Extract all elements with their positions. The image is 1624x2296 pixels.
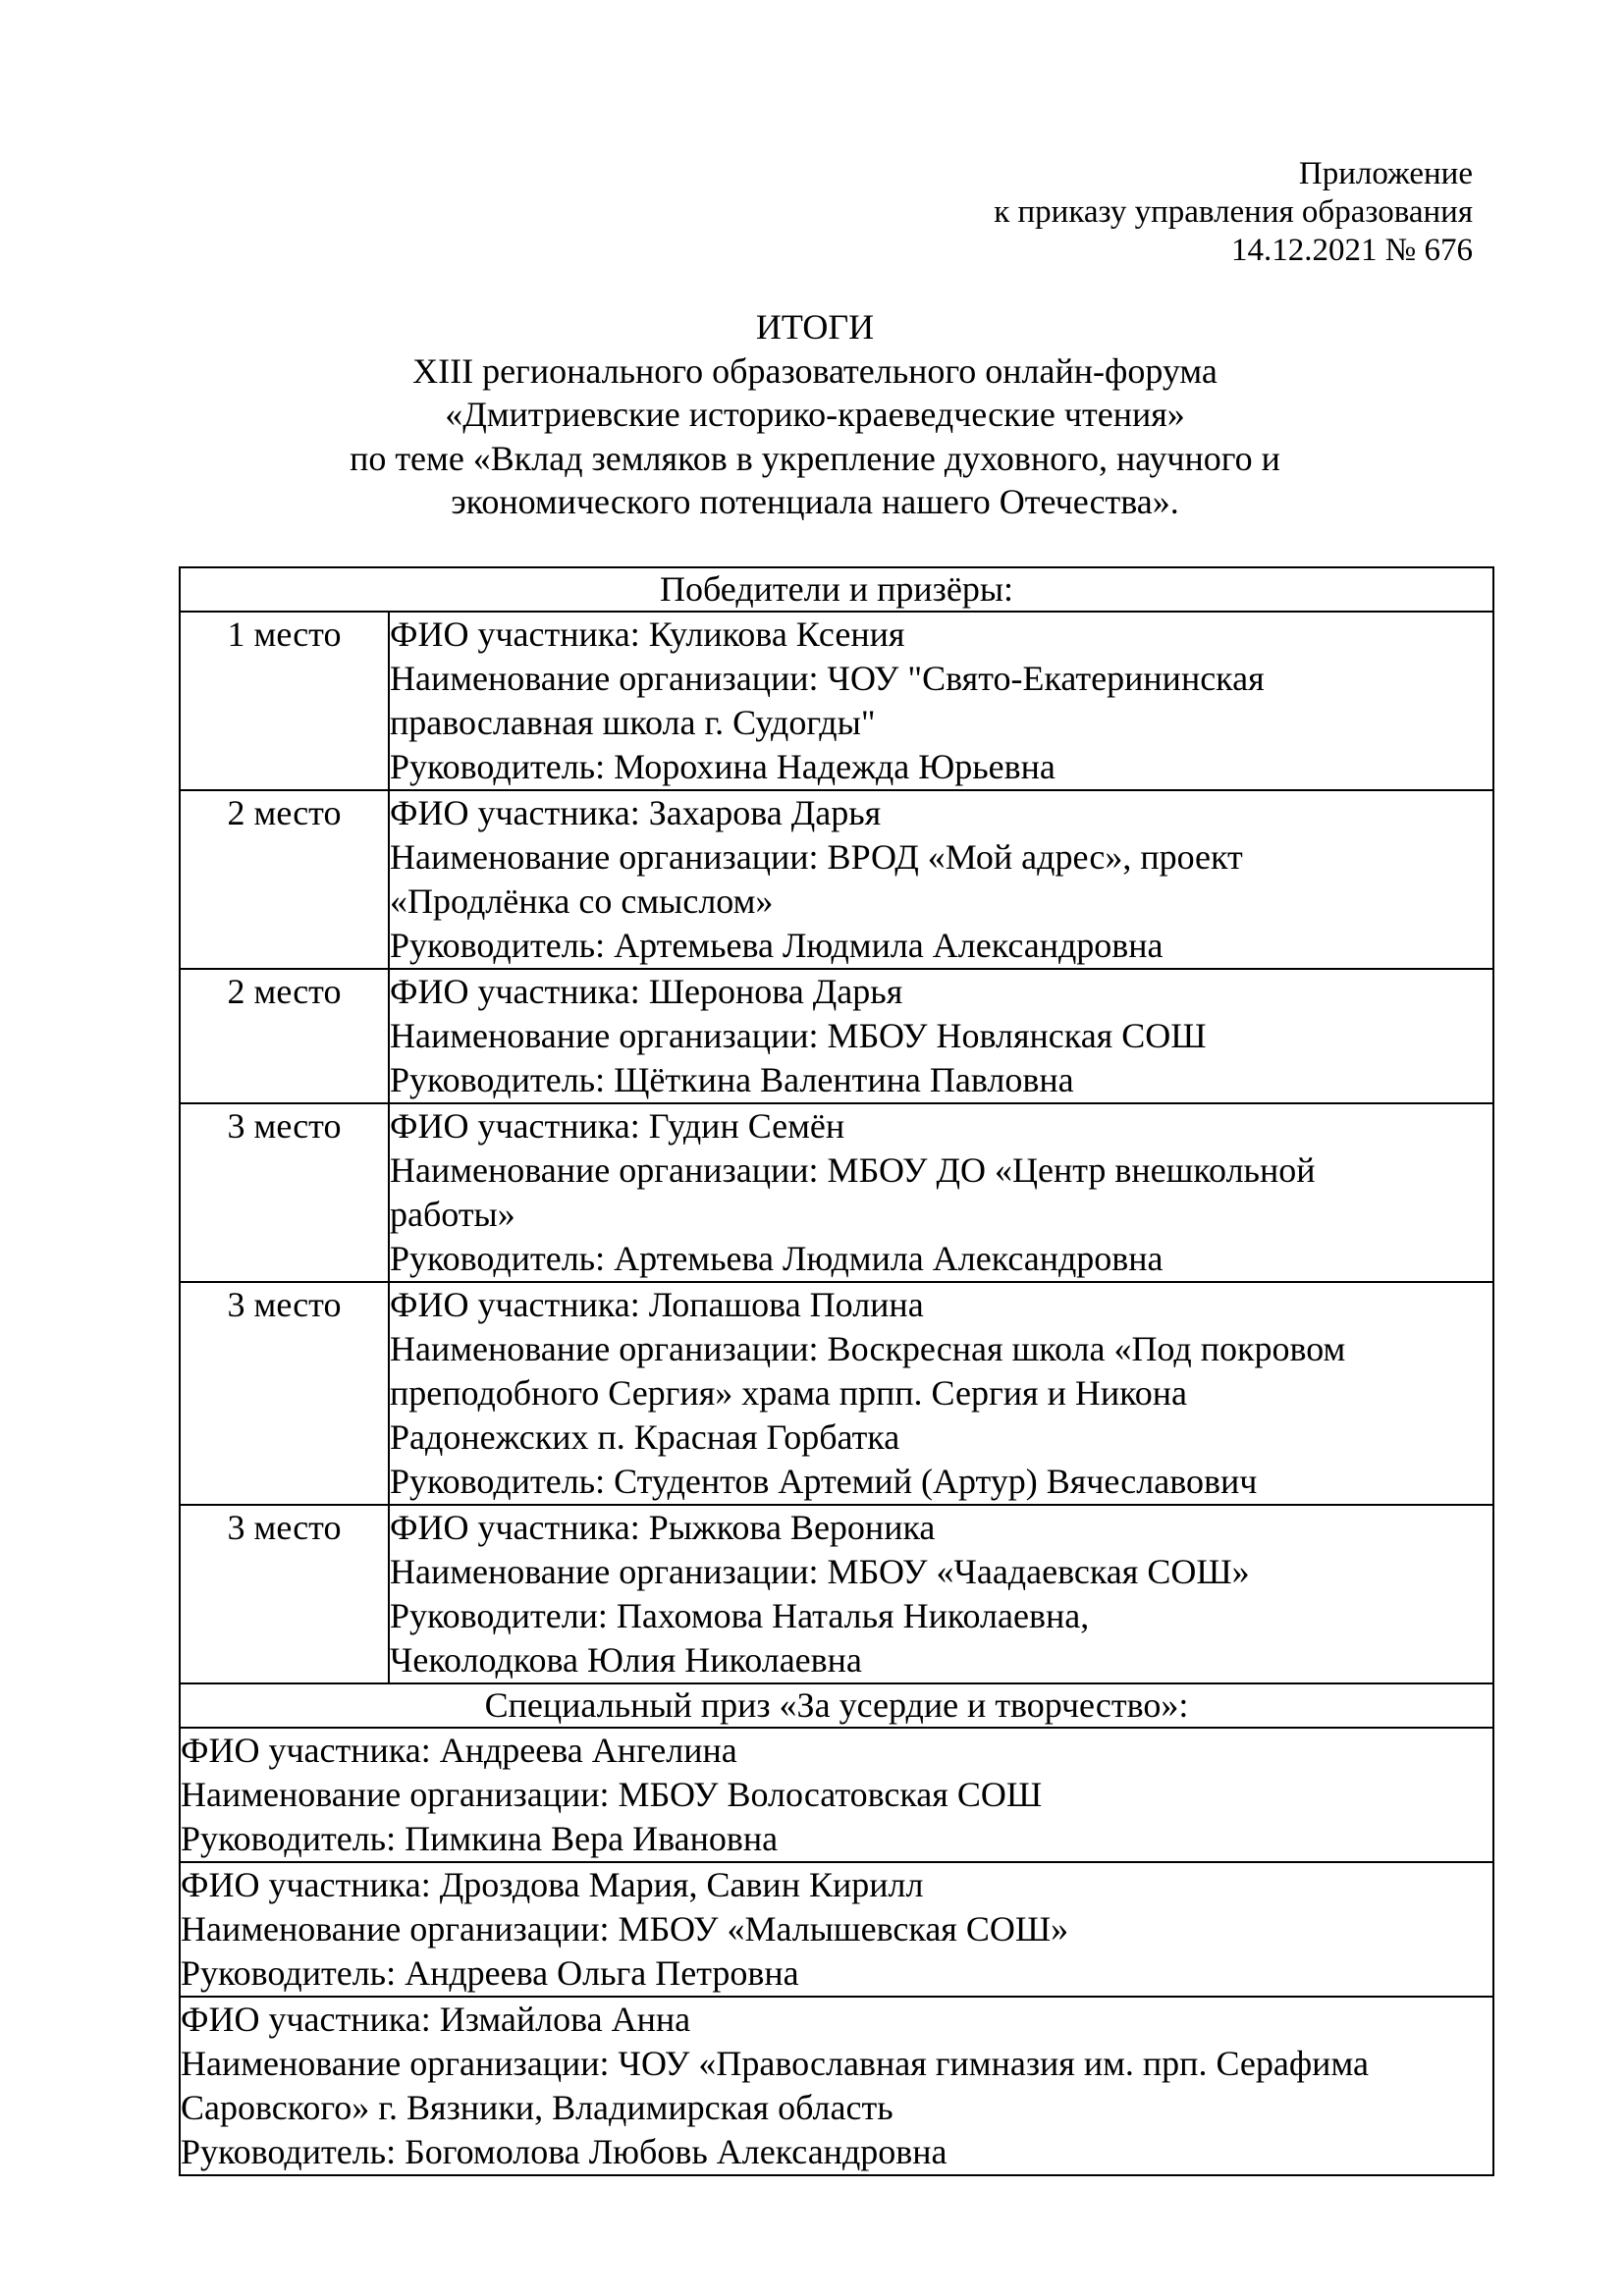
winner-info-line: Наименование организации: ЧОУ "Свято-Екатерининская [390,659,1265,698]
special-prize-section-title: Специальный приз «За усердие и творчество»: [180,1683,1493,1728]
winner-info-line: Радонежских п. Красная Горбатка [390,1417,900,1457]
special-prize-info-cell [180,1862,1493,1997]
winner-row [180,1282,1493,1505]
special-prize-info-cell [180,1728,1493,1862]
special-prize-row [180,1997,1493,2175]
special-prize-info-cell [180,1997,1493,2175]
winner-info-line: Наименование организации: МБОУ ДО «Центр внешкольной [390,1150,1316,1190]
winner-info-line: «Продлёнка со смыслом» [390,881,774,921]
special-prize-info-line: ФИО участника: Дроздова Мария, Савин Кирилл [181,1865,924,1904]
winner-info-line: Руководитель: Студентов Артемий (Артур) Вячеславович [390,1462,1258,1501]
winner-info-cell [389,1282,1493,1505]
special-prize-info-line: Руководитель: Андреева Ольга Петровна [181,1953,799,1993]
appendix-order-date-number: 14.12.2021 № 676 [1231,233,1473,268]
appendix-title: Приложение [1298,156,1473,191]
special-prize-info-line: Саровского» г. Вязники, Владимирская область [181,2088,893,2127]
results-table-body [180,567,1493,2175]
winner-row [180,1505,1493,1683]
winner-info-cell [389,612,1493,790]
section-header-row [180,567,1493,612]
winner-row [180,790,1493,969]
title-line-2: «Дмитриевские историко-краеведческие чтения» [445,395,1185,434]
place-cell: 3 место [180,1282,389,1505]
title-heading: ИТОГИ [755,307,875,347]
special-prize-info-line: Руководитель: Богомолова Любовь Александровна [181,2132,947,2171]
special-prize-info-line: ФИО участника: Андреева Ангелина [181,1731,737,1770]
place-cell: 2 место [180,969,389,1103]
appendix-order-reference: к приказу управления образования [994,194,1473,230]
winner-info-line: ФИО участника: Гудин Семён [390,1106,845,1146]
winner-info-line: ФИО участника: Захарова Дарья [390,793,882,832]
special-prize-row [180,1728,1493,1862]
winner-info-line: православная школа г. Судогды" [390,703,876,742]
winner-row [180,1103,1493,1282]
winner-info-line: работы» [390,1195,515,1234]
winner-info-line: Руководитель: Артемьева Людмила Александровна [390,926,1164,965]
place-cell: 1 место [180,612,389,790]
winner-info-line: Наименование организации: МБОУ «Чаадаевская СОШ» [390,1552,1250,1591]
results-table [179,566,1494,2176]
place-cell: 2 место [180,790,389,969]
winner-info-line: Руководитель: Артемьева Людмила Александровна [390,1239,1164,1278]
winner-info-line: Руководитель: Щёткина Валентина Павловна [390,1060,1074,1099]
winner-info-line: Чеколодкова Юлия Николаевна [390,1640,862,1680]
appendix-header [994,155,1473,270]
winners-section-title: Победители и призёры: [180,567,1493,612]
document-title [157,305,1473,524]
winner-info-line: ФИО участника: Куликова Ксения [390,614,905,654]
special-prize-info-line: Руководитель: Пимкина Вера Ивановна [181,1819,779,1858]
place-cell: 3 место [180,1505,389,1683]
winner-row [180,612,1493,790]
special-prize-info-line: Наименование организации: ЧОУ «Православная гимназия им. прп. Серафима [181,2044,1369,2083]
title-line-1: XIII регионального образовательного онлайн-форума [412,350,1218,391]
title-line-3: по теме «Вклад земляков в укрепление духовного, научного и [350,438,1280,478]
winner-info-line: Наименование организации: ВРОД «Мой адрес», проект [390,837,1243,877]
winner-info-line: Наименование организации: Воскресная школа «Под покровом [390,1329,1346,1368]
winner-info-line: преподобного Сергия» храма прпп. Сергия и Никона [390,1373,1188,1413]
place-cell: 3 место [180,1103,389,1282]
winner-info-line: Руководители: Пахомова Наталья Николаевна, [390,1596,1090,1635]
special-prize-row [180,1862,1493,1997]
winner-info-line: Руководитель: Морохина Надежда Юрьевна [390,747,1056,786]
winner-info-line: Наименование организации: МБОУ Новлянская СОШ [390,1016,1207,1055]
winner-info-line: ФИО участника: Рыжкова Вероника [390,1508,936,1547]
winner-info-line: ФИО участника: Шеронова Дарья [390,972,903,1011]
special-prize-info-line: Наименование организации: МБОУ «Малышевская СОШ» [181,1909,1069,1949]
winner-info-line: ФИО участника: Лопашова Полина [390,1285,924,1324]
winner-info-cell [389,969,1493,1103]
title-line-4: экономического потенциала нашего Отечества». [451,482,1179,521]
winner-info-cell [389,790,1493,969]
winner-info-cell [389,1505,1493,1683]
section-header-row [180,1683,1493,1728]
winner-row [180,969,1493,1103]
special-prize-info-line: Наименование организации: МБОУ Волосатовская СОШ [181,1775,1043,1814]
special-prize-info-line: ФИО участника: Измайлова Анна [181,2000,691,2039]
winner-info-cell [389,1103,1493,1282]
